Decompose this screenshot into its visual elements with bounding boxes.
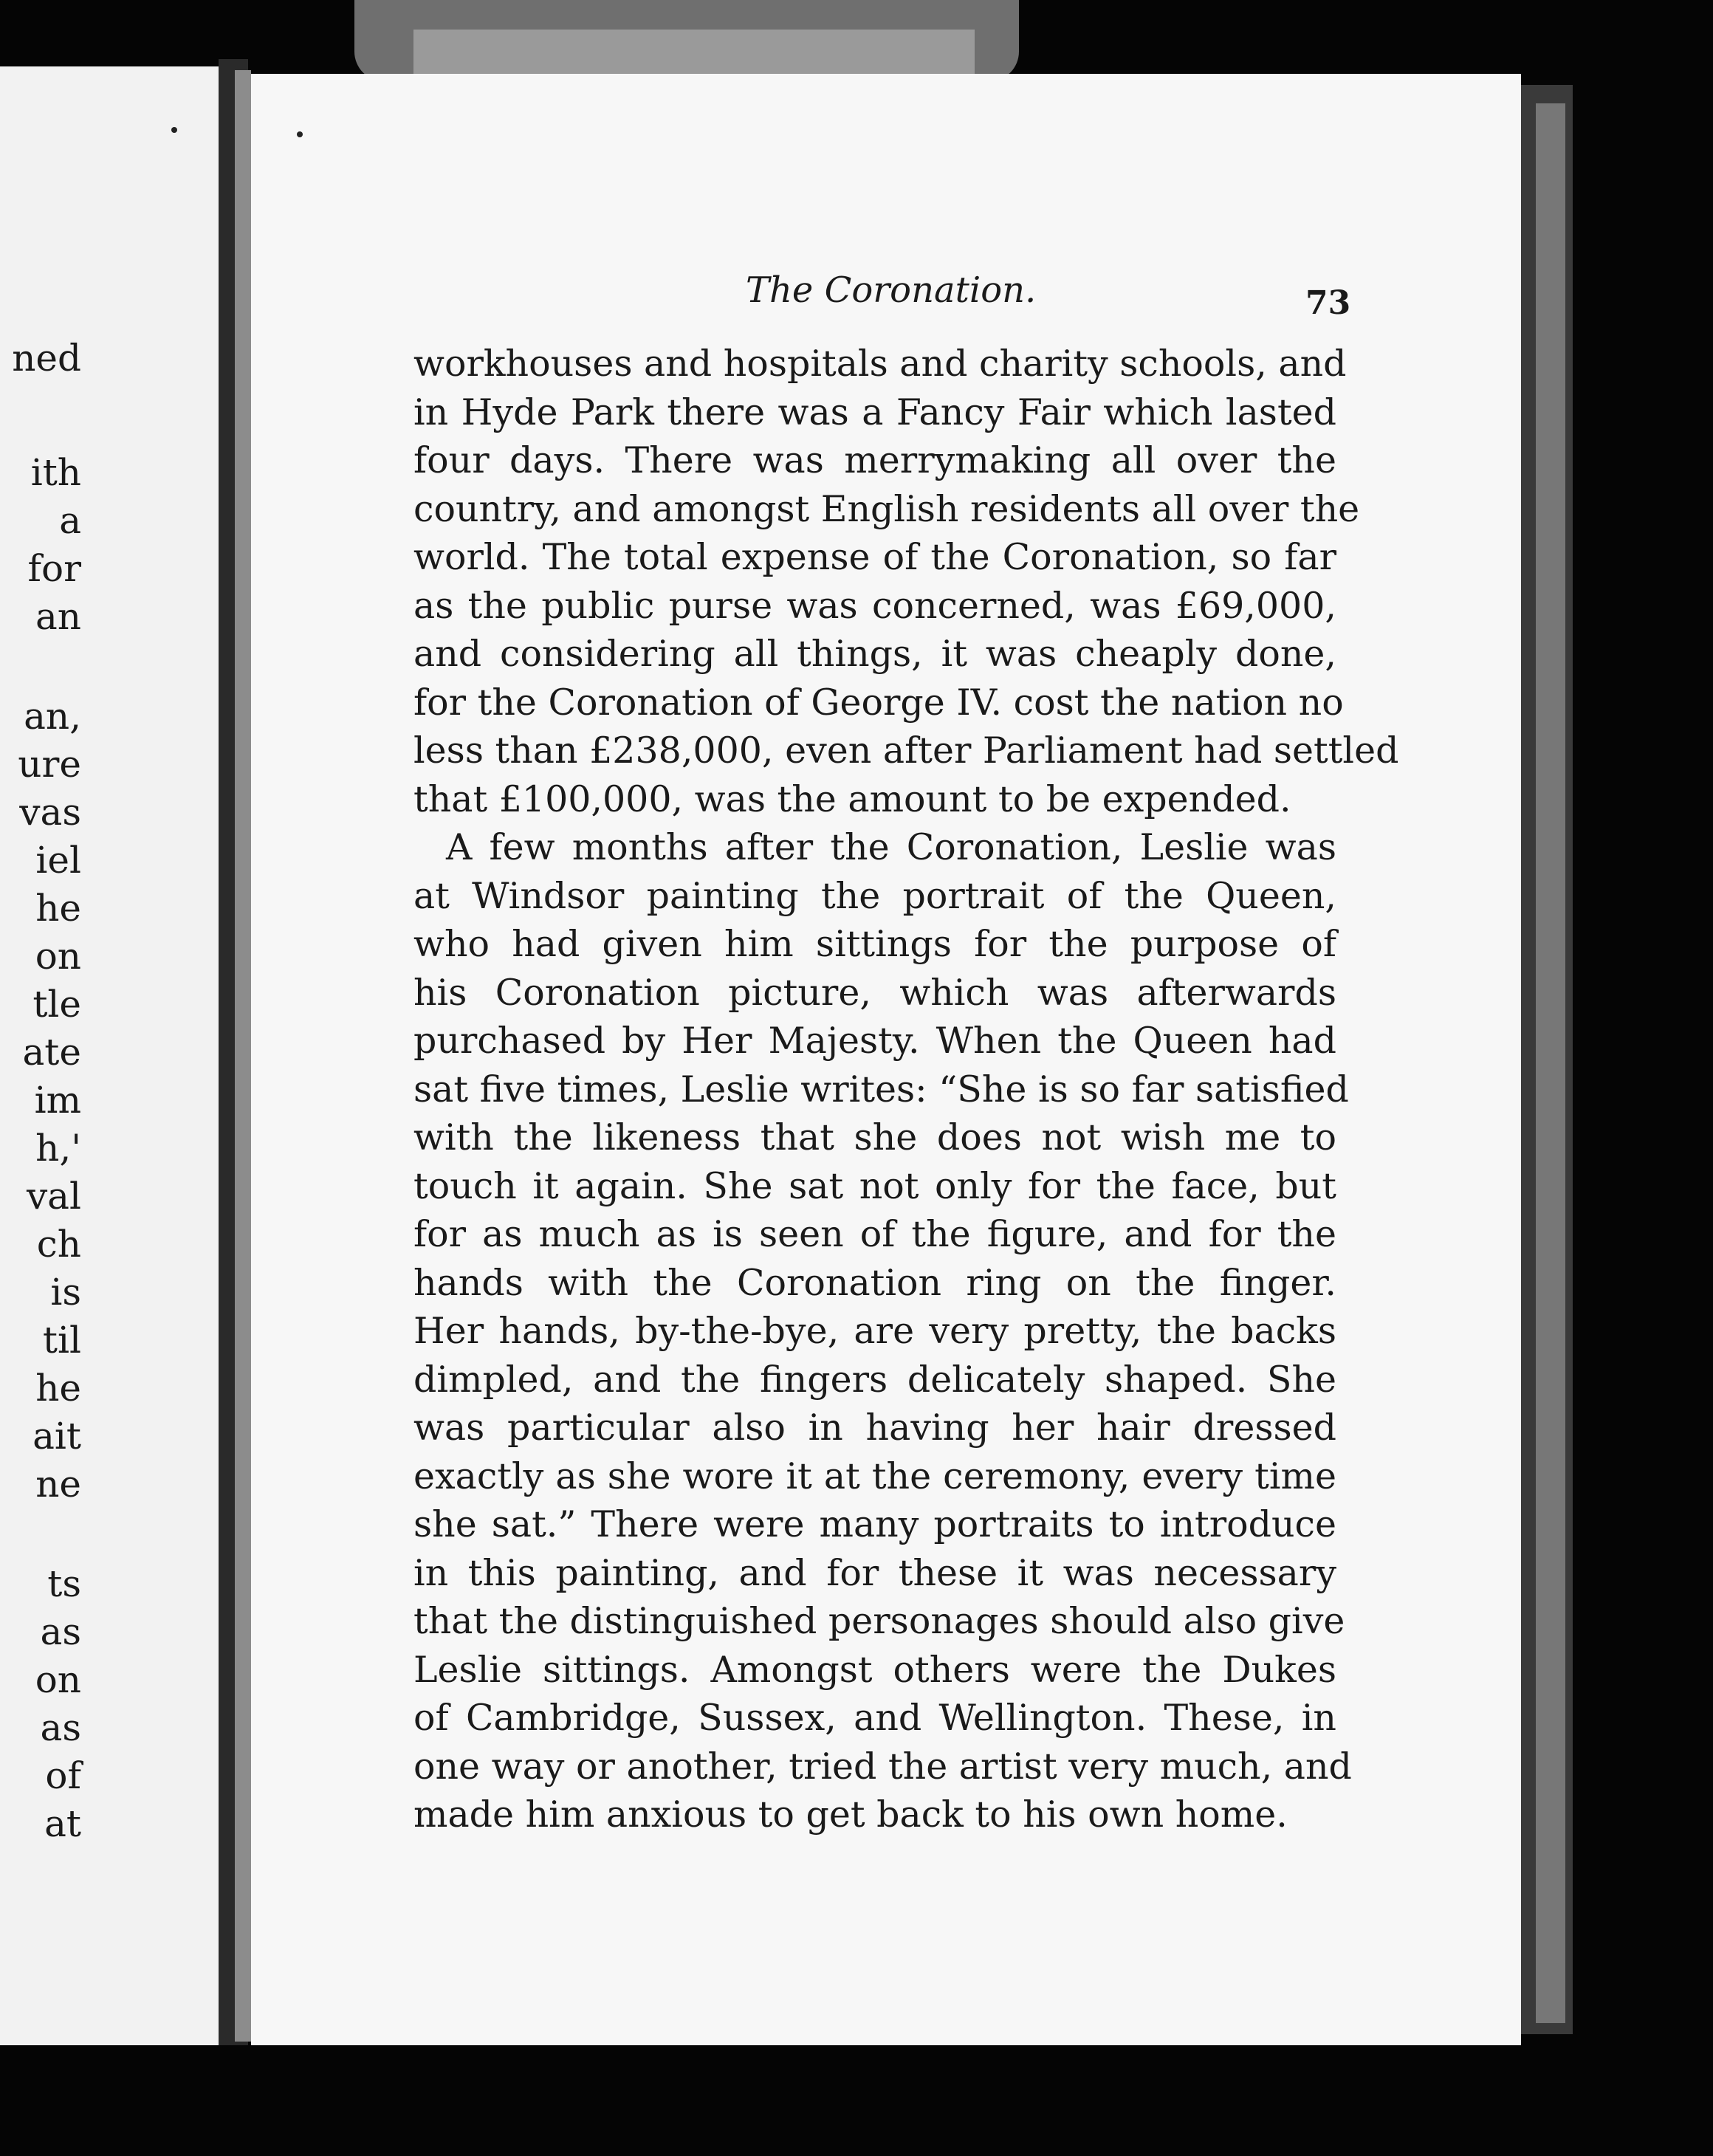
left-page-fragment: til bbox=[42, 1319, 81, 1362]
text-line: she sat.” There were many portraits to introduce bbox=[413, 1503, 1336, 1545]
text-line: workhouses and hospitals and charity schools, and bbox=[413, 343, 1347, 385]
left-page-fragment: as bbox=[40, 1706, 81, 1749]
left-page-fragment: an, bbox=[24, 695, 81, 738]
text-line: who had given him sittings for the purpose of bbox=[413, 923, 1336, 965]
text-line: exactly as she wore it at the ceremony, every time bbox=[413, 1455, 1336, 1497]
running-head: The Coronation. bbox=[746, 270, 1037, 311]
text-line: dimpled, and the fingers delicately shaped. She bbox=[413, 1358, 1336, 1401]
left-page-fragment: at bbox=[44, 1802, 81, 1845]
text-line: country, and amongst English residents all over the bbox=[413, 487, 1360, 530]
text-line: purchased by Her Majesty. When the Queen had bbox=[413, 1020, 1336, 1062]
left-page-fragment: on bbox=[35, 1658, 81, 1701]
body-text bbox=[413, 340, 1399, 1839]
text-line: in Hyde Park there was a Fancy Fair which lasted bbox=[413, 391, 1336, 433]
speck bbox=[297, 131, 303, 137]
text-line: that the distinguished personages should also give bbox=[413, 1600, 1345, 1642]
text-line: as the public purse was concerned, was £69,000, bbox=[413, 584, 1336, 627]
left-page-fragment: for bbox=[27, 547, 81, 590]
text-line: Her hands, by-the-bye, are very pretty, the backs bbox=[413, 1310, 1336, 1352]
book-gutter bbox=[235, 70, 251, 2042]
text-line: with the likeness that she does not wish me to bbox=[413, 1116, 1336, 1158]
left-page-fragment: val bbox=[26, 1175, 81, 1218]
scan-bottom-band bbox=[0, 2045, 1713, 2156]
left-page-fragment: tle bbox=[32, 983, 81, 1026]
text-line: and considering all things, it was cheaply done, bbox=[413, 633, 1336, 675]
left-page-fragment: ure bbox=[18, 743, 81, 786]
text-line: world. The total expense of the Coronation, so far bbox=[413, 536, 1336, 578]
page-fore-edge-inner bbox=[1536, 103, 1565, 2023]
text-line: in this painting, and for these it was necessary bbox=[413, 1551, 1336, 1594]
speck bbox=[171, 127, 177, 133]
left-page-fragment: he bbox=[35, 887, 81, 930]
left-page-fragment: is bbox=[50, 1271, 81, 1314]
left-page-fragment: ned bbox=[12, 337, 81, 380]
left-page-fragment: ts bbox=[47, 1562, 81, 1605]
text-line: hands with the Coronation ring on the finger. bbox=[413, 1261, 1336, 1304]
text-line: for as much as is seen of the figure, and for the bbox=[413, 1213, 1336, 1255]
left-page-fragment: he bbox=[35, 1367, 81, 1410]
text-line: was particular also in having her hair dressed bbox=[413, 1407, 1336, 1449]
text-line: Leslie sittings. Amongst others were the Dukes bbox=[413, 1648, 1336, 1691]
left-page-fragment: ch bbox=[36, 1223, 81, 1266]
text-line: that £100,000, was the amount to be expended. bbox=[413, 777, 1291, 820]
text-line: his Coronation picture, which was afterwards bbox=[413, 971, 1336, 1014]
left-page-fragment: ait bbox=[32, 1415, 81, 1458]
text-line: touch it again. She sat not only for the face, but bbox=[413, 1164, 1336, 1207]
left-page-fragment: a bbox=[59, 499, 81, 542]
left-page-fragment: of bbox=[45, 1754, 81, 1797]
text-line: less than £238,000, even after Parliament had settled bbox=[413, 729, 1399, 772]
left-page-fragment: an bbox=[35, 595, 81, 638]
text-line: at Windsor painting the portrait of the Queen, bbox=[413, 874, 1336, 917]
left-page-fragment: ith bbox=[30, 451, 81, 494]
text-line: one way or another, tried the artist very much, and bbox=[413, 1745, 1352, 1788]
left-page-fragment: h,' bbox=[35, 1127, 81, 1170]
text-line: made him anxious to get back to his own home. bbox=[413, 1793, 1288, 1836]
page-number: 73 bbox=[1305, 284, 1351, 322]
left-page-fragment: as bbox=[40, 1610, 81, 1653]
text-line: four days. There was merrymaking all over the bbox=[413, 439, 1336, 481]
left-page-fragment: vas bbox=[19, 791, 81, 834]
left-page-fragment: ate bbox=[22, 1031, 81, 1074]
text-line: for the Coronation of George IV. cost the nation no bbox=[413, 681, 1344, 724]
text-line: sat five times, Leslie writes: “She is so far satisfied bbox=[413, 1068, 1349, 1110]
left-page-fragment: im bbox=[34, 1079, 81, 1122]
text-line: of Cambridge, Sussex, and Wellington. These, in bbox=[413, 1697, 1336, 1739]
text-line: A few months after the Coronation, Leslie was bbox=[446, 826, 1336, 868]
left-page-fragment: ne bbox=[35, 1463, 81, 1506]
left-page-fragment: on bbox=[35, 935, 81, 978]
left-page-fragment: iel bbox=[35, 839, 81, 882]
